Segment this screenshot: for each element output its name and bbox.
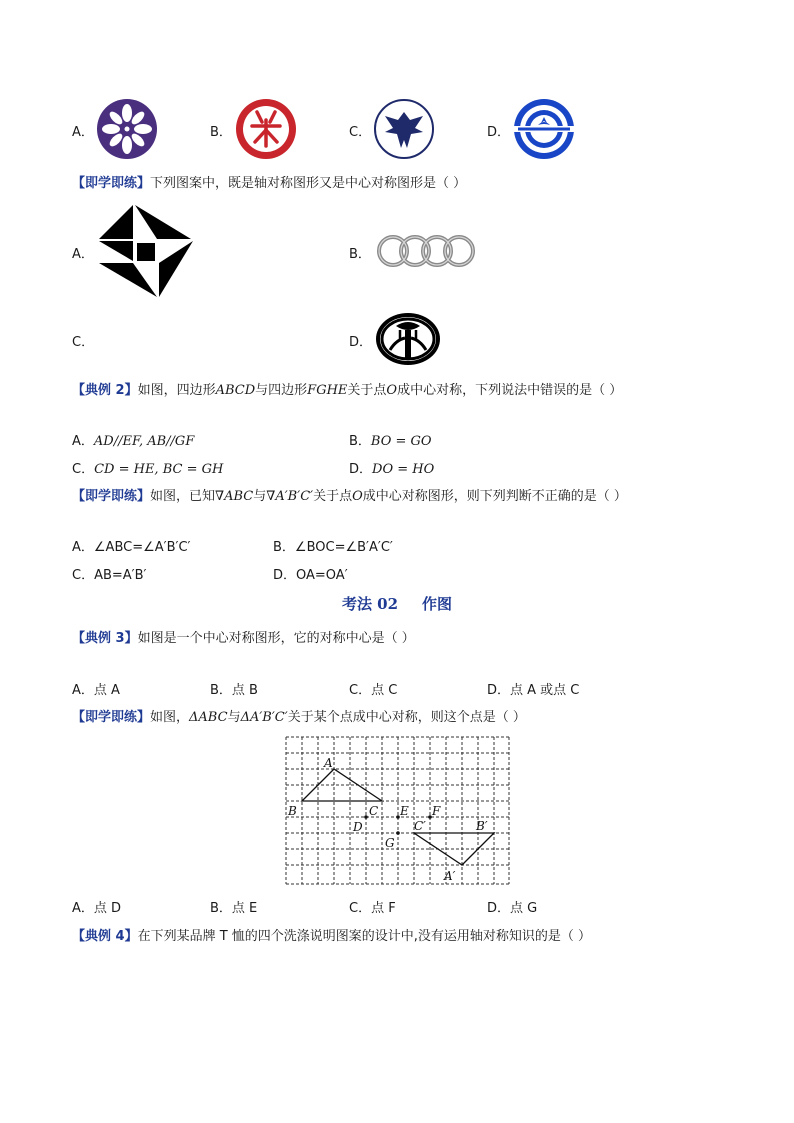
eagle-emblem-icon [373,98,435,160]
q2-option-d-label: D． [349,335,373,350]
q4-option-a: A．点 D [72,901,122,916]
section-heading [0,593,794,614]
grid-label-b-prime: B′ [476,819,488,833]
q3-tag: 【即学即练】 [72,489,151,504]
q2-option-a-label: A． [72,247,94,262]
ex2-math-abcd: ABCD [215,383,256,398]
ex4-question-line [72,925,591,944]
q3-option-d: D．OA=OA′ [273,568,348,583]
ex3-tag: 【典例 3】 [72,631,138,646]
ex2-option-b [349,430,432,449]
pinwheel-shape-icon [99,205,193,297]
q3-text-1: 如图，已知 [150,489,216,504]
q2-question-line [72,172,466,191]
q3-math-o: O [352,489,363,504]
ex2-option-b-math: BO = GO [370,434,432,449]
ex2-option-a [72,430,194,449]
q4-option-c: C．点 F [349,901,396,916]
section-label: 考法 02 [341,595,399,613]
q1-option-c-label: C． [349,125,372,140]
q4-math-abc: ΔABC [189,710,228,725]
q3-math-abc-prime: ∇A′B′C′ [266,489,314,504]
q3-text-2: 与 [253,489,267,504]
q4-option-b: B．点 E [210,901,258,916]
peking-university-emblem-icon [235,98,297,160]
ex3-option-b: B．点 B [210,683,258,698]
ex3-option-a: A．点 A [72,683,120,698]
ex4-tag: 【典例 4】 [72,929,138,944]
ex2-option-d [349,458,434,477]
ex3-question-line [72,627,415,646]
ex2-math-fghe: FGHE [307,383,348,398]
q4-text-1: 如图， [150,710,190,725]
ex2-option-a-math: AD//EF, AB//GF [93,434,195,449]
q4-option-d: D．点 G [487,901,538,916]
grid-label-e: E [400,804,409,818]
q4-text-3: 关于某个点成中心对称，则这个点是（ ） [287,710,526,725]
ex2-option-a-label: A． [72,434,94,449]
q4-text-2: 与 [227,710,241,725]
ex2-option-d-label: D． [349,462,373,477]
q4-tag: 【即学即练】 [72,710,151,725]
tree-emblem-icon [374,310,442,366]
grid-figure [286,737,510,885]
four-rings-logo-icon [376,233,476,269]
ex3-text: 如图是一个中心对称图形，它的对称中心是（ ） [137,631,415,646]
ex2-option-d-math: DO = HO [372,462,435,477]
q3-math-abc: ∇ABC [215,489,254,504]
grid-label-c: C [369,804,379,818]
q3-option-a: A．∠ABC=∠A′B′C′ [72,540,191,555]
q3-option-b: B．∠BOC=∠B′A′C′ [273,540,393,555]
ex4-text: 在下列某品牌 T 恤的四个洗涤说明图案的设计中,没有运用轴对称知识的是（ ） [137,929,592,944]
q4-question-line [72,706,526,725]
q3-option-c: C．AB=A′B′ [72,568,147,583]
q3-text-4: 成中心对称图形，则下列判断不正确的是（ ） [362,489,627,504]
ex2-question-line [72,379,622,398]
section-title: 作图 [422,595,453,613]
q2-text: 下列图案中，既是轴对称图形又是中心对称图形是（ ） [150,176,467,191]
grid-label-g: G [385,836,395,850]
ex2-tag: 【典例 2】 [72,383,138,398]
circular-city-emblem-icon [512,97,576,161]
ex2-text-3: 关于点 [347,383,387,398]
ex2-option-c-math: CD = HE, BC = GH [94,462,224,477]
ex2-text-4: 成中心对称，下列说法中错误的是（ ） [397,383,623,398]
flower-emblem-icon [96,98,158,160]
q3-question-line [72,485,627,504]
grid-label-d: D [353,820,363,834]
q4-math-abc-prime: ΔA′B′C′ [240,710,288,725]
ex2-option-c [72,458,223,477]
q1-option-b-label: B． [210,125,232,140]
ex3-option-c: C．点 C [349,683,398,698]
ex3-option-d: D．点 A 或点 C [487,683,580,698]
ex2-option-c-label: C． [72,462,95,477]
ex2-text-2: 与四边形 [255,383,308,398]
ex2-option-b-label: B． [349,434,371,449]
grid-label-a-prime: A′ [444,869,456,883]
q1-option-d-label: D． [487,125,511,140]
ex2-math-o: O [386,383,398,398]
grid-label-c-prime: C′ [414,819,426,833]
grid-label-a: A [324,756,333,770]
q2-option-c-label: C． [72,335,95,350]
grid-label-b: B [288,804,297,818]
q3-text-3: 关于点 [313,489,353,504]
ex2-text-1: 如图，四边形 [137,383,216,398]
q2-option-b-label: B． [349,247,371,262]
grid-label-f: F [432,804,441,818]
q2-tag: 【即学即练】 [72,176,151,191]
q1-option-a-label: A． [72,125,94,140]
